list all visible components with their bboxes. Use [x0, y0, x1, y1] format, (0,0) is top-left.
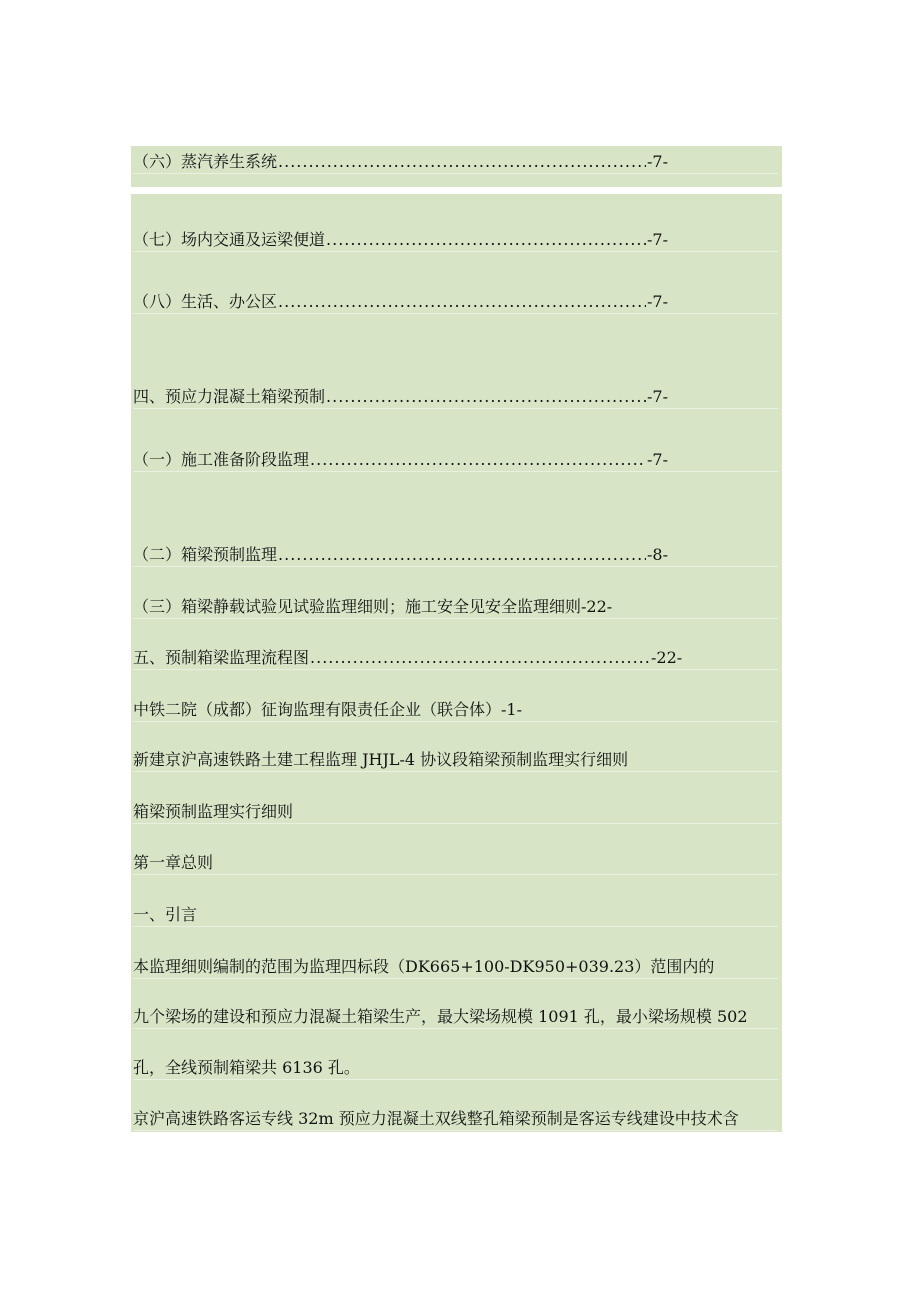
toc-page-number: -7- — [647, 450, 668, 469]
header-title: 新建京沪高速铁路土建工程监理 JHJL-4 协议段箱梁预制监理实行细则 — [133, 749, 778, 772]
toc-page-number: -8- — [647, 545, 668, 564]
toc-entry-4-3[interactable] — [133, 596, 778, 619]
toc-entry-text: （一）施工准备阶段监理 — [133, 450, 310, 469]
toc-entry-text: （三）箱梁静载试验见试验监理细则；施工安全见安全监理细则-22- — [133, 597, 613, 616]
paragraph-line: 本监理细则编制的范围为监理四标段（DK665+100-DK950+039.23）范围内的 — [133, 956, 778, 979]
toc-entry-text: （二）箱梁预制监理 — [133, 545, 278, 564]
toc-leader-dots — [278, 544, 646, 566]
toc-entry-text: （七）场内交通及运梁便道 — [133, 230, 326, 249]
document-title: 箱梁预制监理实行细则 — [133, 801, 778, 824]
paragraph-line: 九个梁场的建设和预应力混凝土箱梁生产，最大梁场规模 1091 孔，最小梁场规模 502 — [133, 1006, 778, 1029]
toc-entry-4-1[interactable] — [133, 449, 778, 472]
paragraph-line: 京沪高速铁路客运专线 32m 预应力混凝土双线整孔箱梁预制是客运专线建设中技术含 — [133, 1108, 778, 1131]
toc-leader-dots — [278, 151, 646, 173]
toc-entry-chapter-5[interactable] — [133, 647, 778, 670]
toc-leader-dots — [326, 386, 646, 408]
section-heading: 一、引言 — [133, 904, 778, 927]
toc-leader-dots — [310, 449, 646, 471]
toc-entry-4-2[interactable] — [133, 544, 778, 567]
paragraph-line: 孔，全线预制箱梁共 6136 孔。 — [133, 1057, 778, 1080]
toc-entry-chapter-4[interactable] — [133, 386, 778, 409]
toc-page-number: -7- — [647, 152, 668, 171]
toc-leader-dots — [310, 647, 650, 669]
toc-entry-6[interactable] — [133, 151, 778, 174]
company-line: 中铁二院（成都）征询监理有限责任企业（联合体）-1- — [133, 699, 778, 722]
toc-entry-7[interactable] — [133, 229, 778, 252]
toc-page-number: -7- — [647, 230, 668, 249]
toc-entry-text: （八）生活、办公区 — [133, 292, 278, 311]
chapter-heading: 第一章总则 — [133, 852, 778, 875]
toc-entry-8[interactable] — [133, 291, 778, 314]
toc-page-number: -7- — [647, 292, 668, 311]
toc-entry-text: 五、预制箱梁监理流程图 — [133, 648, 310, 667]
toc-entry-text: （六）蒸汽养生系统 — [133, 152, 278, 171]
toc-page-number: -22- — [651, 648, 683, 667]
toc-leader-dots — [278, 291, 646, 313]
toc-entry-text: 四、预应力混凝土箱梁预制 — [133, 387, 326, 406]
toc-leader-dots — [326, 229, 646, 251]
toc-page-number: -7- — [647, 387, 668, 406]
